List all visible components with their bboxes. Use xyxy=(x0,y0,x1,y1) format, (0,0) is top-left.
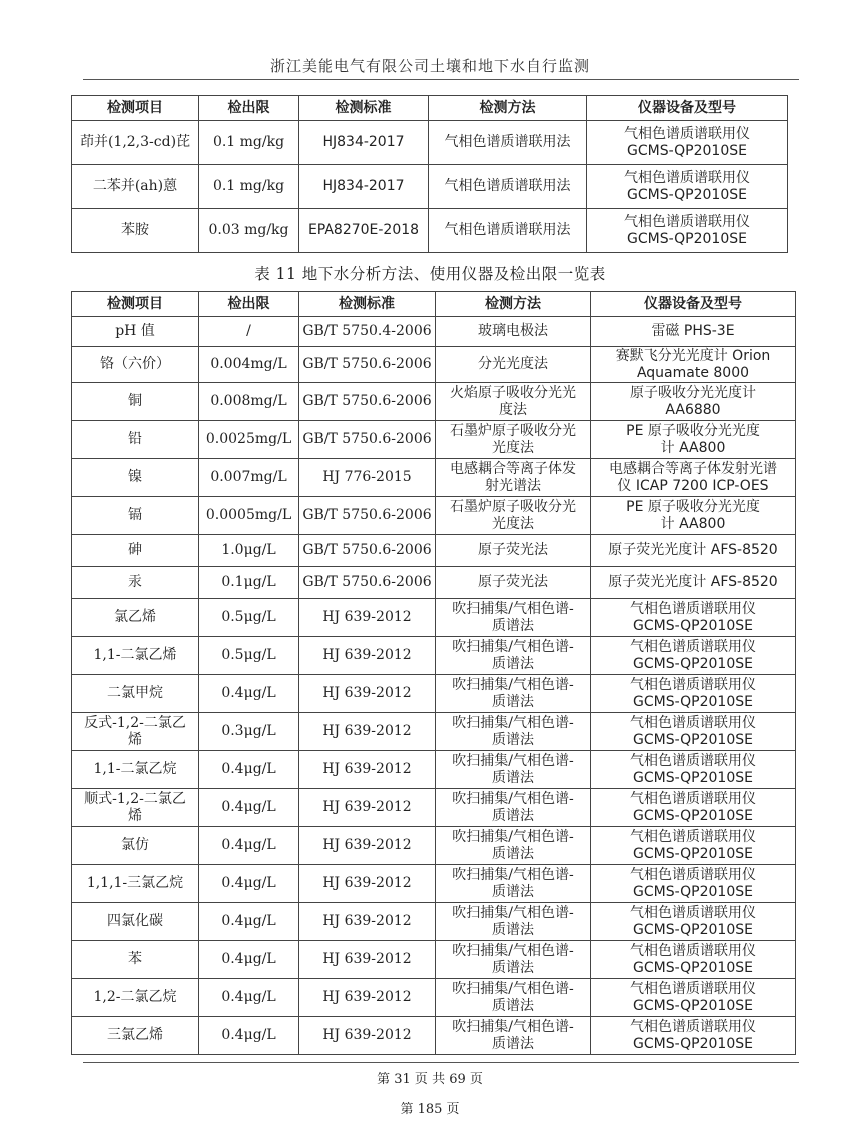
cell-instrument: 雷磁 PHS-3E xyxy=(591,317,796,347)
cell-item: 二苯并(ah)蒽 xyxy=(72,165,199,209)
table-row xyxy=(72,789,796,827)
table-row xyxy=(72,1017,796,1055)
cell-limit: 0.4μg/L xyxy=(199,675,299,713)
cell-item: 二氯甲烷 xyxy=(72,675,199,713)
cell-item: 1,1,1-三氯乙烷 xyxy=(72,865,199,903)
cell-item: 镉 xyxy=(72,497,199,535)
cell-instrument: 赛默飞分光光度计 Orion Aquamate 8000 xyxy=(591,347,796,383)
header-method: 检测方法 xyxy=(436,292,591,317)
page-number: 第 31 页 共 69 页 xyxy=(377,1072,483,1087)
cell-limit: 0.4μg/L xyxy=(199,979,299,1017)
cell-method: 吹扫捕集/气相色谱- 质谱法 xyxy=(436,599,591,637)
table-row xyxy=(72,209,788,253)
table-row xyxy=(72,637,796,675)
cell-item: 铜 xyxy=(72,383,199,421)
cell-limit: 1.0μg/L xyxy=(199,535,299,567)
cell-standard: GB/T 5750.6-2006 xyxy=(299,497,436,535)
cell-standard: HJ834-2017 xyxy=(299,165,429,209)
cell-instrument: 气相色谱质谱联用仪 GCMS-QP2010SE xyxy=(591,979,796,1017)
groundwater-methods-table xyxy=(71,291,796,1055)
cell-limit: 0.4μg/L xyxy=(199,903,299,941)
header-instrument: 仪器设备及型号 xyxy=(591,292,796,317)
cell-limit: 0.5μg/L xyxy=(199,599,299,637)
cell-limit: 0.007mg/L xyxy=(199,459,299,497)
cell-item: 苯 xyxy=(72,941,199,979)
header-item: 检测项目 xyxy=(72,292,199,317)
cell-standard: HJ 639-2012 xyxy=(299,751,436,789)
cell-item: 苯胺 xyxy=(72,209,199,253)
cell-instrument: 气相色谱质谱联用仪 GCMS-QP2010SE xyxy=(591,827,796,865)
cell-limit: 0.1 mg/kg xyxy=(199,121,299,165)
cell-instrument: 电感耦合等离子体发射光谱 仪 ICAP 7200 ICP-OES xyxy=(591,459,796,497)
cell-method: 吹扫捕集/气相色谱- 质谱法 xyxy=(436,713,591,751)
cell-limit: 0.1μg/L xyxy=(199,567,299,599)
table-header-row xyxy=(72,292,796,317)
cell-instrument: 气相色谱质谱联用仪 GCMS-QP2010SE xyxy=(591,865,796,903)
cell-limit: 0.4μg/L xyxy=(199,941,299,979)
table-row xyxy=(72,421,796,459)
header-standard: 检测标准 xyxy=(299,292,436,317)
cell-limit: 0.3μg/L xyxy=(199,713,299,751)
cell-standard: GB/T 5750.4-2006 xyxy=(299,317,436,347)
cell-standard: HJ 776-2015 xyxy=(299,459,436,497)
cell-method: 吹扫捕集/气相色谱- 质谱法 xyxy=(436,1017,591,1055)
cell-method: 吹扫捕集/气相色谱- 质谱法 xyxy=(436,637,591,675)
table-row xyxy=(72,941,796,979)
cell-instrument: 原子荧光光度计 AFS-8520 xyxy=(591,535,796,567)
cell-method: 吹扫捕集/气相色谱- 质谱法 xyxy=(436,903,591,941)
detection-methods-table-continued xyxy=(71,95,788,253)
page-header-title: 浙江美能电气有限公司土壤和地下水自行监测 xyxy=(269,57,590,75)
cell-method: 吹扫捕集/气相色谱- 质谱法 xyxy=(436,979,591,1017)
table-row xyxy=(72,827,796,865)
cell-instrument: 气相色谱质谱联用仪 GCMS-QP2010SE xyxy=(591,751,796,789)
cell-method: 石墨炉原子吸收分光 光度法 xyxy=(436,497,591,535)
cell-item: pH 值 xyxy=(72,317,199,347)
cell-limit: 0.0025mg/L xyxy=(199,421,299,459)
cell-instrument: 气相色谱质谱联用仪 GCMS-QP2010SE xyxy=(591,637,796,675)
total-page-number: 第 185 页 xyxy=(400,1102,460,1117)
cell-standard: HJ 639-2012 xyxy=(299,941,436,979)
header-divider xyxy=(83,79,799,80)
table-row xyxy=(72,903,796,941)
cell-item: 三氯乙烯 xyxy=(72,1017,199,1055)
cell-standard: HJ 639-2012 xyxy=(299,599,436,637)
cell-item: 氯仿 xyxy=(72,827,199,865)
cell-item: 铬（六价） xyxy=(72,347,199,383)
header-item: 检测项目 xyxy=(72,96,199,121)
cell-standard: HJ 639-2012 xyxy=(299,865,436,903)
table-row xyxy=(72,713,796,751)
cell-standard: HJ 639-2012 xyxy=(299,903,436,941)
cell-standard: HJ 639-2012 xyxy=(299,713,436,751)
cell-standard: HJ 639-2012 xyxy=(299,979,436,1017)
table-row xyxy=(72,567,796,599)
cell-method: 气相色谱质谱联用法 xyxy=(429,209,587,253)
cell-item: 顺式-1,2-二氯乙 烯 xyxy=(72,789,199,827)
cell-standard: HJ 639-2012 xyxy=(299,1017,436,1055)
cell-method: 吹扫捕集/气相色谱- 质谱法 xyxy=(436,827,591,865)
cell-standard: GB/T 5750.6-2006 xyxy=(299,347,436,383)
cell-standard: HJ 639-2012 xyxy=(299,637,436,675)
cell-item: 氯乙烯 xyxy=(72,599,199,637)
table-row xyxy=(72,347,796,383)
table-row xyxy=(72,497,796,535)
cell-method: 吹扫捕集/气相色谱- 质谱法 xyxy=(436,789,591,827)
cell-method: 吹扫捕集/气相色谱- 质谱法 xyxy=(436,865,591,903)
table-row xyxy=(72,751,796,789)
cell-instrument: 原子荧光光度计 AFS-8520 xyxy=(591,567,796,599)
table-row xyxy=(72,165,788,209)
table-row xyxy=(72,121,788,165)
cell-instrument: 气相色谱质谱联用仪 GCMS-QP2010SE xyxy=(591,713,796,751)
cell-item: 反式-1,2-二氯乙 烯 xyxy=(72,713,199,751)
header-standard: 检测标准 xyxy=(299,96,429,121)
table-row xyxy=(72,599,796,637)
cell-method: 气相色谱质谱联用法 xyxy=(429,121,587,165)
cell-standard: HJ 639-2012 xyxy=(299,789,436,827)
cell-standard: HJ834-2017 xyxy=(299,121,429,165)
cell-limit: 0.4μg/L xyxy=(199,751,299,789)
table-caption: 表 11 地下水分析方法、使用仪器及检出限一览表 xyxy=(254,265,606,283)
cell-item: 茚并(1,2,3-cd)芘 xyxy=(72,121,199,165)
cell-item: 1,2-二氯乙烷 xyxy=(72,979,199,1017)
cell-limit: 0.4μg/L xyxy=(199,865,299,903)
cell-item: 1,1-二氯乙烯 xyxy=(72,637,199,675)
cell-method: 原子荧光法 xyxy=(436,567,591,599)
cell-instrument: PE 原子吸收分光光度 计 AA800 xyxy=(591,497,796,535)
table-row xyxy=(72,459,796,497)
header-limit: 检出限 xyxy=(199,292,299,317)
header-method: 检测方法 xyxy=(429,96,587,121)
cell-item: 汞 xyxy=(72,567,199,599)
cell-limit: 0.4μg/L xyxy=(199,827,299,865)
cell-method: 吹扫捕集/气相色谱- 质谱法 xyxy=(436,941,591,979)
table-row xyxy=(72,535,796,567)
cell-method: 吹扫捕集/气相色谱- 质谱法 xyxy=(436,675,591,713)
cell-method: 吹扫捕集/气相色谱- 质谱法 xyxy=(436,751,591,789)
cell-limit: 0.004mg/L xyxy=(199,347,299,383)
cell-standard: EPA8270E-2018 xyxy=(299,209,429,253)
cell-limit: 0.0005mg/L xyxy=(199,497,299,535)
cell-standard: HJ 639-2012 xyxy=(299,827,436,865)
cell-method: 电感耦合等离子体发 射光谱法 xyxy=(436,459,591,497)
cell-instrument: 气相色谱质谱联用仪 GCMS-QP2010SE xyxy=(587,165,788,209)
cell-standard: HJ 639-2012 xyxy=(299,675,436,713)
cell-standard: GB/T 5750.6-2006 xyxy=(299,567,436,599)
cell-method: 原子荧光法 xyxy=(436,535,591,567)
cell-method: 玻璃电极法 xyxy=(436,317,591,347)
cell-limit: 0.4μg/L xyxy=(199,789,299,827)
cell-method: 火焰原子吸收分光光 度法 xyxy=(436,383,591,421)
cell-item: 铅 xyxy=(72,421,199,459)
header-limit: 检出限 xyxy=(199,96,299,121)
cell-instrument: 气相色谱质谱联用仪 GCMS-QP2010SE xyxy=(591,599,796,637)
cell-instrument: PE 原子吸收分光光度 计 AA800 xyxy=(591,421,796,459)
cell-limit: 0.4μg/L xyxy=(199,1017,299,1055)
table-row xyxy=(72,383,796,421)
cell-limit: 0.008mg/L xyxy=(199,383,299,421)
table-row xyxy=(72,979,796,1017)
table-header-row xyxy=(72,96,788,121)
cell-instrument: 气相色谱质谱联用仪 GCMS-QP2010SE xyxy=(591,789,796,827)
cell-item: 砷 xyxy=(72,535,199,567)
cell-item: 四氯化碳 xyxy=(72,903,199,941)
cell-limit: 0.5μg/L xyxy=(199,637,299,675)
cell-instrument: 气相色谱质谱联用仪 GCMS-QP2010SE xyxy=(587,121,788,165)
cell-instrument: 原子吸收分光光度计 AA6880 xyxy=(591,383,796,421)
cell-instrument: 气相色谱质谱联用仪 GCMS-QP2010SE xyxy=(591,675,796,713)
cell-standard: GB/T 5750.6-2006 xyxy=(299,535,436,567)
header-instrument: 仪器设备及型号 xyxy=(587,96,788,121)
cell-instrument: 气相色谱质谱联用仪 GCMS-QP2010SE xyxy=(591,941,796,979)
cell-standard: GB/T 5750.6-2006 xyxy=(299,383,436,421)
cell-standard: GB/T 5750.6-2006 xyxy=(299,421,436,459)
cell-limit: / xyxy=(199,317,299,347)
cell-method: 石墨炉原子吸收分光 光度法 xyxy=(436,421,591,459)
cell-item: 1,1-二氯乙烷 xyxy=(72,751,199,789)
cell-instrument: 气相色谱质谱联用仪 GCMS-QP2010SE xyxy=(587,209,788,253)
cell-method: 分光光度法 xyxy=(436,347,591,383)
table-row xyxy=(72,865,796,903)
table-row xyxy=(72,317,796,347)
table-row xyxy=(72,675,796,713)
cell-item: 镍 xyxy=(72,459,199,497)
cell-limit: 0.1 mg/kg xyxy=(199,165,299,209)
cell-method: 气相色谱质谱联用法 xyxy=(429,165,587,209)
cell-limit: 0.03 mg/kg xyxy=(199,209,299,253)
cell-instrument: 气相色谱质谱联用仪 GCMS-QP2010SE xyxy=(591,903,796,941)
footer-divider xyxy=(83,1062,799,1063)
cell-instrument: 气相色谱质谱联用仪 GCMS-QP2010SE xyxy=(591,1017,796,1055)
